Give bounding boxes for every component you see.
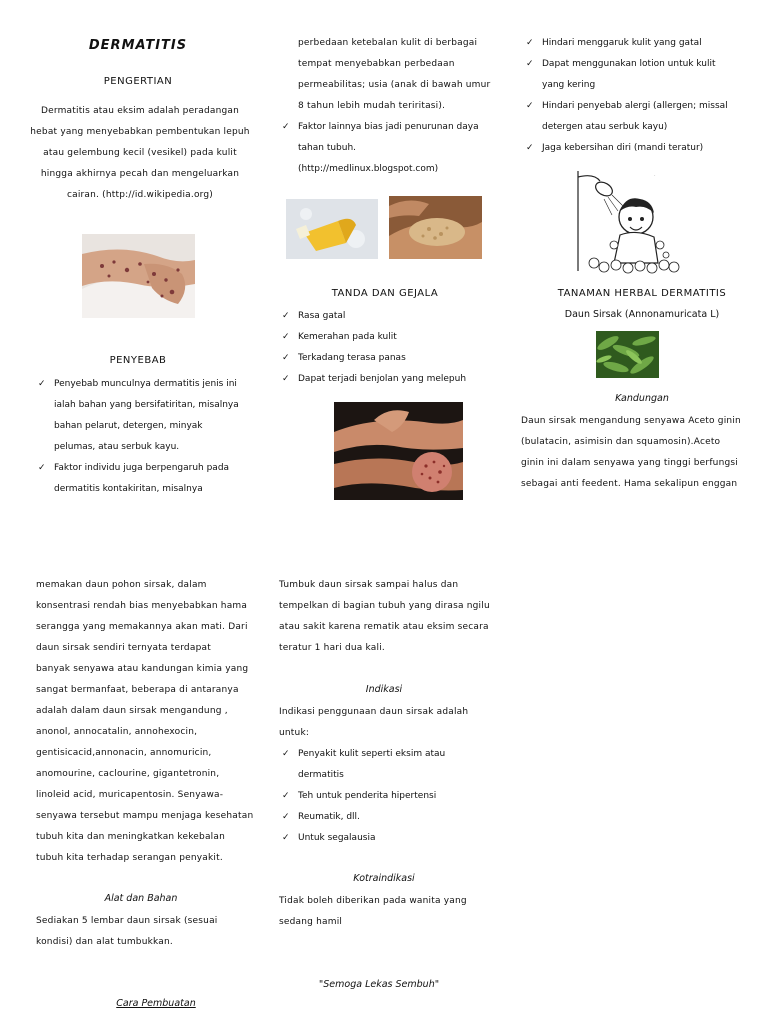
kandungan-heading: Kandungan: [615, 393, 669, 404]
text-line: untuk:: [279, 728, 310, 738]
text-line: yang kering: [542, 80, 596, 90]
check-icon: ✓: [282, 332, 290, 342]
text-line: tubuh kita terhadap serangan penyakit.: [36, 853, 223, 863]
list-item-label: Kemerahan pada kulit: [298, 332, 397, 342]
text-line: hingga akhirnya pecah dan mengeluarkan: [40, 169, 240, 179]
check-icon: ✓: [282, 311, 290, 321]
text-line: tempelkan di bagian tubuh yang dirasa ngilu: [279, 601, 490, 611]
text-line: anomourine, caclourine, gigantetronin,: [36, 769, 220, 779]
text-line: konsentrasi rendah bias menyebabkan hama: [36, 601, 248, 611]
page2-left-text: [36, 575, 261, 869]
child-shower-image: [574, 167, 684, 275]
text-line: (bulatacin, asimisin dan squamosin).Aceto: [521, 437, 721, 447]
list-item: [36, 458, 256, 500]
text-line: Hindari penyebab alergi (allergen; missal: [542, 101, 728, 111]
text-line: atau gelembung kecil (vesikel) pada kulit: [43, 148, 237, 158]
text-line: Tumbuk daun sirsak sampai halus dan: [279, 580, 459, 590]
text-line: tahan tubuh.: [298, 143, 357, 153]
text-line: Jaga kebersihan diri (mandi teratur): [542, 143, 704, 153]
text-line: Dermatitis atau eksim adalah peradangan: [40, 106, 240, 116]
alat-text: [36, 911, 261, 953]
list-item-label: Dapat terjadi benjolan yang melepuh: [298, 374, 467, 384]
list-item: [524, 33, 754, 54]
text-line: ginin ini dalam senyawa yang tinggi berfungsi: [521, 458, 738, 468]
continued-text: [298, 33, 508, 117]
rash-arm-image: [82, 234, 195, 318]
herbal-subtitle: Daun Sirsak (Annonamuricata L): [564, 309, 720, 320]
list-item: [280, 348, 510, 369]
penyebab-heading: PENYEBAB: [109, 355, 167, 366]
list-item: [36, 374, 256, 458]
check-icon: ✓: [282, 353, 290, 363]
list-item: [280, 744, 510, 786]
scratching-image: [334, 402, 463, 500]
check-icon: ✓: [38, 463, 46, 473]
faktor-list: [280, 117, 510, 180]
text-line: kondisi) dan alat tumbukkan.: [36, 937, 173, 947]
list-item: [524, 54, 754, 96]
list-item: [280, 117, 510, 180]
list-item: [280, 786, 510, 807]
text-line: perbedaan ketebalan kulit di berbagai: [298, 38, 478, 48]
text-line: Reumatik, dll.: [298, 812, 360, 822]
text-line: dermatitis kontakiritan, misalnya: [54, 484, 203, 494]
text-line: gentisicacid,annonacin, annomuricin,: [36, 748, 212, 758]
text-line: hebat yang menyebabkan pembentukan lepuh: [30, 127, 250, 137]
list-item: [280, 327, 510, 348]
text-line: atau sakit karena rematik atau eksim secara: [279, 622, 489, 632]
text-line: banyak senyawa atau kandungan kimia yang: [36, 664, 249, 674]
indikasi-heading: Indikasi: [365, 684, 403, 695]
text-line: permeabilitas; usia (anak di bawah umur: [298, 80, 491, 90]
text-line: bahan pelarut, detergen, minyak: [54, 421, 203, 431]
text-line: Faktor lainnya bias jadi penurunan daya: [298, 122, 479, 132]
text-line: Penyakit kulit seperti eksim atau: [298, 749, 446, 759]
kontra-heading: Kotraindikasi: [353, 873, 415, 884]
text-line: sebagai anti feedent. Hama sekalipun enggan: [521, 479, 738, 489]
text-line: Teh untuk penderita hipertensi: [298, 791, 437, 801]
list-item: [280, 807, 510, 828]
text-line: anonol, annocatalin, annohexocin,: [36, 727, 198, 737]
kandungan-text: [521, 411, 761, 495]
text-line: sedang hamil: [279, 917, 343, 927]
sawdust-image: [389, 196, 482, 259]
tips-list: [524, 33, 754, 159]
check-icon: ✓: [526, 101, 534, 111]
page-title: DERMATITIS: [88, 38, 188, 53]
text-line: Indikasi penggunaan daun sirsak adalah: [279, 707, 469, 717]
text-line: tubuh kita dan meningkatkan kekebalan: [36, 832, 225, 842]
text-line: daun sirsak sendiri ternyata terdapat: [36, 643, 211, 653]
text-line: ialah bahan yang bersifatiritan, misalnya: [54, 400, 239, 410]
text-line: Tidak boleh diberikan pada wanita yang: [279, 896, 467, 906]
list-item: [280, 369, 510, 390]
indikasi-intro: [279, 702, 504, 744]
lotion-image: [286, 199, 378, 259]
penyebab-list: [36, 374, 256, 500]
list-item: [280, 306, 510, 327]
text-line: detergen atau serbuk kayu): [542, 122, 668, 132]
check-icon: ✓: [282, 749, 290, 759]
svg-text:·: ·: [654, 173, 656, 179]
check-icon: ✓: [282, 791, 290, 801]
indikasi-list: [280, 744, 510, 849]
check-icon: ✓: [282, 374, 290, 384]
herbal-heading: TANAMAN HERBAL DERMATITIS: [557, 288, 727, 299]
list-item: [280, 828, 510, 849]
text-line: linoleid acid, muricapentosin. Senyawa-: [36, 790, 224, 800]
text-line: dermatitis: [298, 770, 344, 780]
tanda-heading: TANDA DAN GEJALA: [331, 288, 439, 299]
text-line: serangga yang memakannya akan mati. Dari: [36, 622, 248, 632]
check-icon: ✓: [38, 379, 46, 389]
text-line: Untuk segalausia: [298, 833, 376, 843]
text-line: memakan daun pohon sirsak, dalam: [36, 580, 207, 590]
text-line: Penyebab munculnya dermatitis jenis ini: [54, 379, 237, 389]
text-line: tempat menyebabkan perbedaan: [298, 59, 455, 69]
text-line: Daun sirsak mengandung senyawa Aceto ginin: [521, 416, 741, 426]
check-icon: ✓: [526, 38, 534, 48]
check-icon: ✓: [282, 812, 290, 822]
text-line: sangat bermanfaat, beberapa di antaranya: [36, 685, 239, 695]
text-line: adalah dalam daun sirsak mengandung ,: [36, 706, 228, 716]
soursop-leaves-image: [596, 331, 659, 378]
check-icon: ✓: [526, 143, 534, 153]
text-line: 8 tahun lebih mudah teriritasi).: [298, 101, 446, 111]
text-line: Hindari menggaruk kulit yang gatal: [542, 38, 702, 48]
pengertian-text: [30, 101, 250, 206]
text-line: teratur 1 hari dua kali.: [279, 643, 385, 653]
kontra-text: [279, 891, 504, 933]
text-line: Sediakan 5 lembar daun sirsak (sesuai: [36, 916, 218, 926]
text-line: pelumas, atau serbuk kayu.: [54, 442, 180, 452]
text-line: Faktor individu juga berpengaruh pada: [54, 463, 230, 473]
list-item-label: Rasa gatal: [298, 311, 346, 321]
check-icon: ✓: [526, 59, 534, 69]
list-item: [524, 96, 754, 138]
list-item-label: Terkadang terasa panas: [298, 353, 406, 363]
pengertian-heading: PENGERTIAN: [103, 76, 173, 87]
cara-heading: Cara Pembuatan: [116, 998, 196, 1009]
page2-right-text: [279, 575, 504, 659]
check-icon: ✓: [282, 833, 290, 843]
closing-quote: "Semoga Lekas Sembuh": [318, 979, 440, 990]
text-line: cairan. (http://id.wikipedia.org): [66, 190, 214, 200]
text-line: senyawa tersebut mampu menjaga kesehatan: [36, 811, 254, 821]
alat-heading: Alat dan Bahan: [104, 893, 178, 904]
check-icon: ✓: [282, 122, 290, 132]
text-line: Dapat menggunakan lotion untuk kulit: [542, 59, 716, 69]
source-citation: (http://medlinux.blogspot.com): [298, 164, 439, 174]
tanda-list: [280, 306, 510, 390]
list-item: [524, 138, 754, 159]
